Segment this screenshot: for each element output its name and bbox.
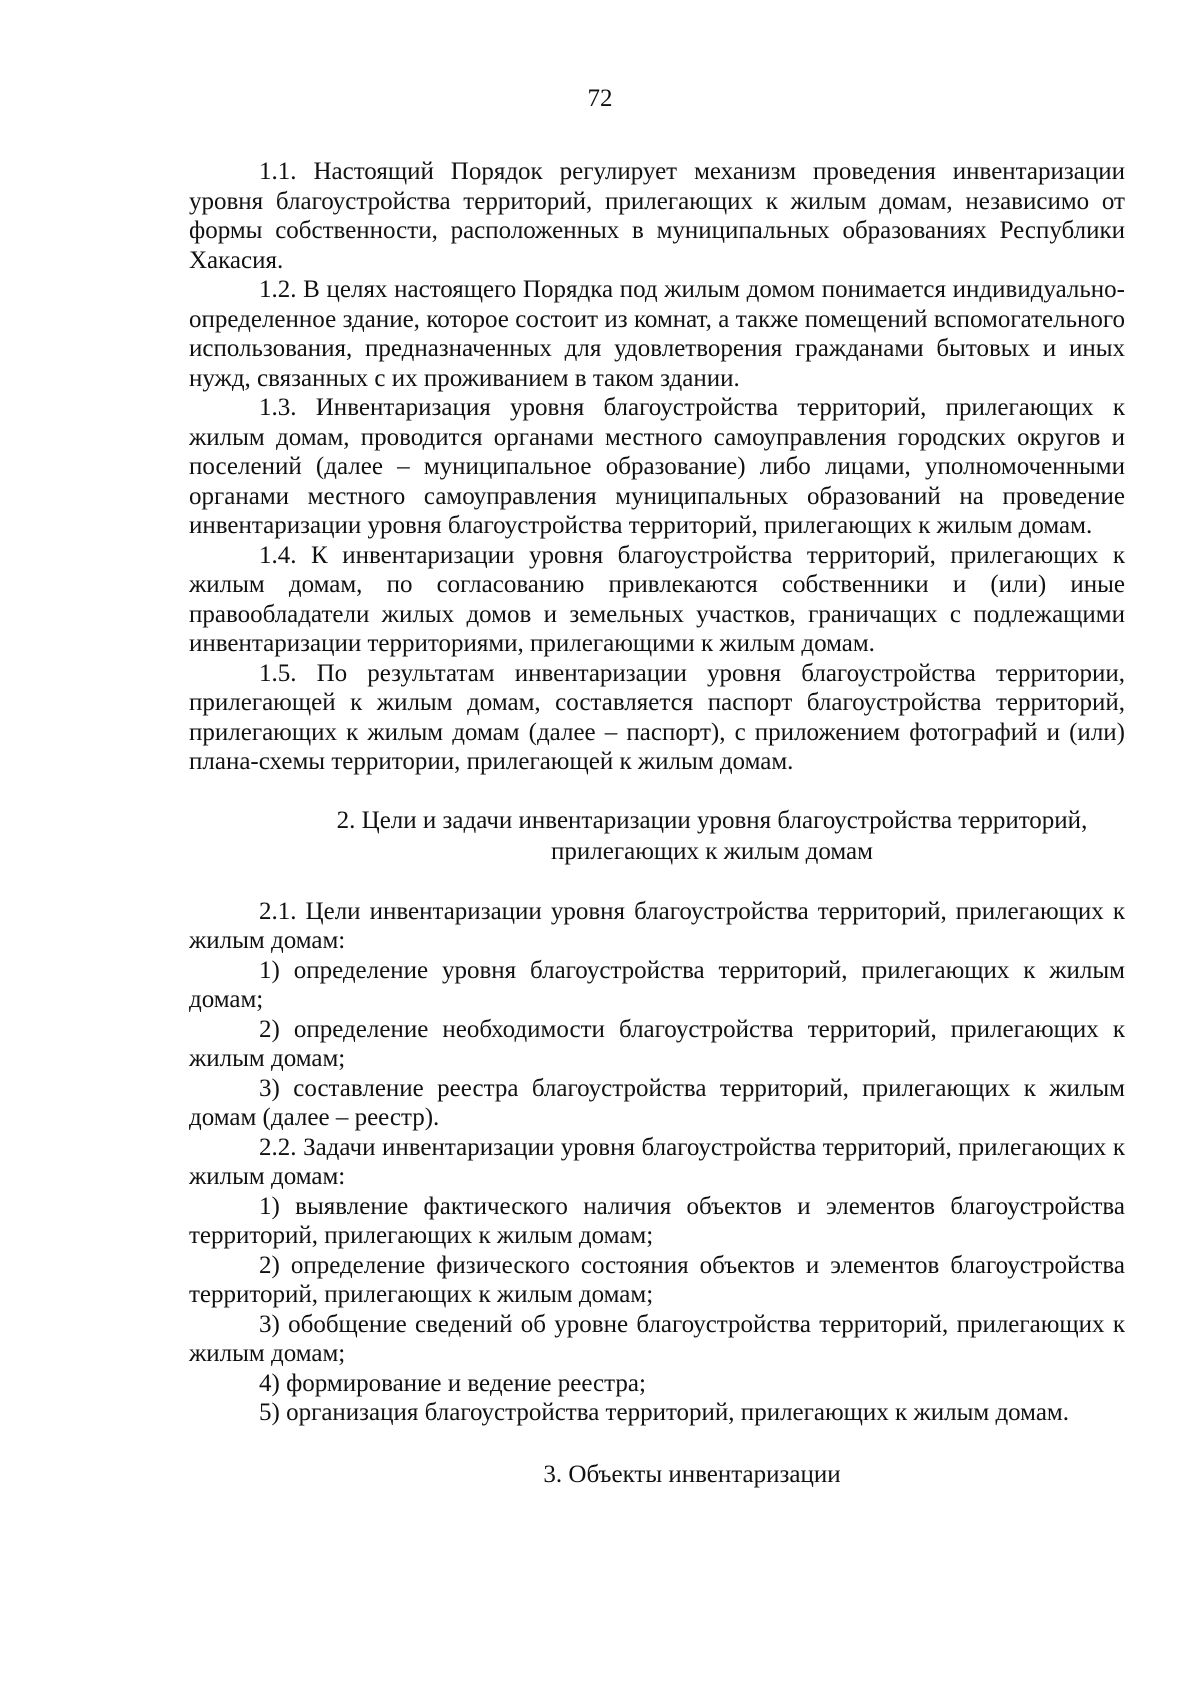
section-2-heading: [189, 805, 1125, 867]
task-item-1: 1) выявление фактического наличия объектов и элементов благоустройства территорий, прилегающих к жилым домам;: [189, 1192, 1125, 1249]
goal-item-3: 3) составление реестра благоустройства территорий, прилегающих к жилым домам (далее – реестр).: [189, 1074, 1125, 1131]
goal-item-1: 1) определение уровня благоустройства территорий, прилегающих к жилым домам;: [189, 956, 1125, 1013]
paragraph-1-2: 1.2. В целях настоящего Порядка под жилым домом понимается индивидуально-определенное здание, которое состоит из комнат, а также помещений вспомогательного использования, предназначенных для удовлетворения гражданами бытовых и иных нужд, связанных с их проживанием в таком здании.: [189, 276, 1125, 392]
section-2-heading-line-1: 2. Цели и задачи инвентаризации уровня благоустройства территорий,: [336, 806, 1088, 834]
task-item-2: 2) определение физического состояния объектов и элементов благоустройства территорий, прилегающих к жилым домам;: [189, 1251, 1125, 1308]
document-body: [189, 157, 1125, 1490]
section-3-heading: 3. Объекты инвентаризации: [543, 1460, 841, 1488]
goal-item-2: 2) определение необходимости благоустройства территорий, прилегающих к жилым домам;: [189, 1015, 1125, 1072]
paragraph-1-1: 1.1. Настоящий Порядок регулирует механизм проведения инвентаризации уровня благоустройства территорий, прилегающих к жилым домам, независимо от формы собственности, расположенных в муниципальных образованиях Республики Хакасия.: [189, 158, 1125, 274]
task-item-5: 5) организация благоустройства территорий, прилегающих к жилым домам.: [259, 1399, 1069, 1426]
section-2-heading-line-2: прилегающих к жилым домам: [551, 837, 873, 865]
paragraph-1-5: 1.5. По результатам инвентаризации уровня благоустройства территории, прилегающей к жилым домам, составляется паспорт благоустройства территорий, прилегающих к жилым домам (далее – паспорт), с приложением фотографий и (или) плана-схемы территории, прилегающей к жилым домам.: [189, 659, 1125, 775]
paragraph-2-2: 2.2. Задачи инвентаризации уровня благоустройства территорий, прилегающих к жилым домам:: [189, 1133, 1125, 1190]
paragraph-1-3: 1.3. Инвентаризация уровня благоустройства территорий, прилегающих к жилым домам, проводится органами местного самоуправления городских округов и поселений (далее – муниципальное образование) либо лицами, уполномоченными органами местного самоуправления муниципальных образований на проведение инвентаризации уровня благоустройства территорий, прилегающих к жилым домам.: [189, 394, 1125, 539]
paragraph-1-4: 1.4. К инвентаризации уровня благоустройства территорий, прилегающих к жилым домам, по согласованию привлекаются собственники и (или) иные правообладатели жилых домов и земельных участков, граничащих с подлежащими инвентаризации территориями, прилегающими к жилым домам.: [189, 541, 1125, 657]
page-number: 72: [587, 85, 613, 112]
task-item-4: 4) формирование и ведение реестра;: [259, 1369, 646, 1397]
task-item-3: 3) обобщение сведений об уровне благоустройства территорий, прилегающих к жилым домам;: [189, 1310, 1125, 1367]
paragraph-2-1: 2.1. Цели инвентаризации уровня благоустройства территорий, прилегающих к жилым домам:: [189, 897, 1125, 954]
